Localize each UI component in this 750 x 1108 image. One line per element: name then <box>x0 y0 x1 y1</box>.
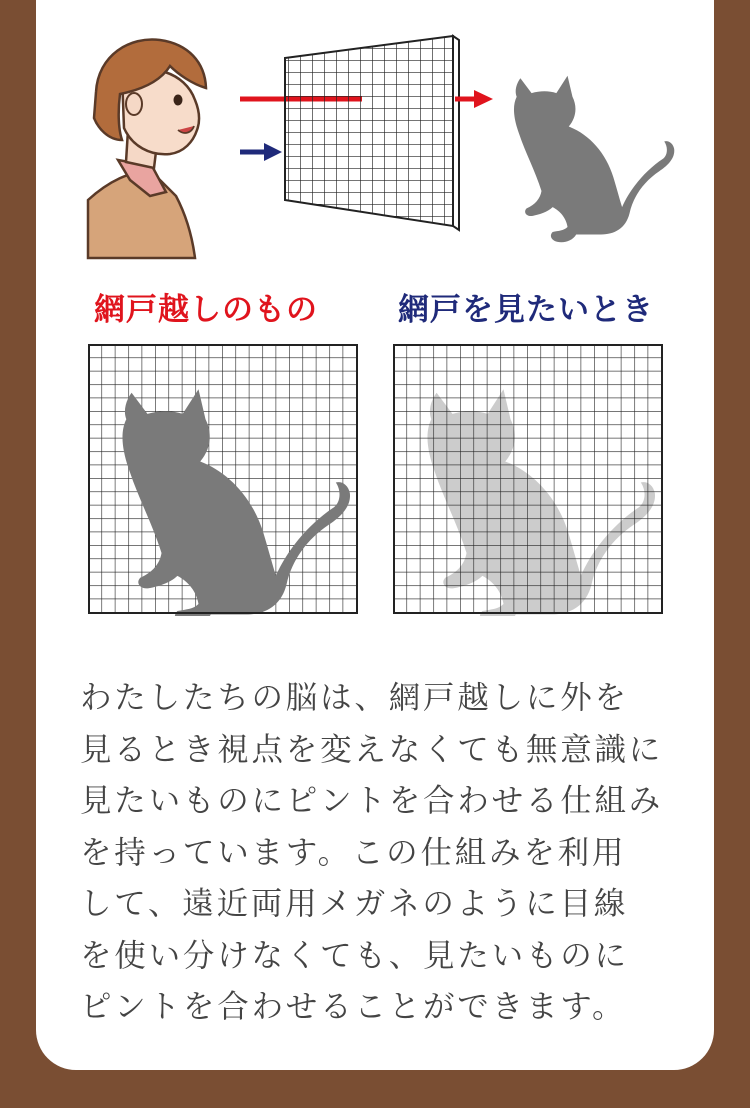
red-arrow-icon <box>455 90 493 108</box>
label-screen-focus: 網戸を見たいとき <box>398 292 654 328</box>
panel-focus-on-cat <box>88 344 360 616</box>
blue-arrow-icon <box>240 143 282 161</box>
cat-icon <box>514 76 674 242</box>
text-line: 見たいものにピントを合わせる仕組み <box>80 783 664 819</box>
woman-icon <box>88 39 206 258</box>
text-line: を持っています。この仕組みを利用 <box>80 834 627 871</box>
text-line: ピントを合わせることができます。 <box>80 989 627 1025</box>
screen-mesh-icon <box>285 36 459 230</box>
label-behind-screen: 網戸越しのもの <box>94 292 318 328</box>
text-line: して、遠近両用メガネのように目線 <box>80 886 629 922</box>
text-line: を使い分けなくても、見たいものに <box>80 937 629 974</box>
panel-focus-on-screen <box>393 344 665 616</box>
explanation-text <box>80 673 680 1034</box>
text-line: 見るとき視点を変えなくても無意識に <box>80 731 664 768</box>
focus-illustration <box>0 0 750 270</box>
text-line: わたしたちの脳は、網戸越しに外を <box>80 680 629 716</box>
